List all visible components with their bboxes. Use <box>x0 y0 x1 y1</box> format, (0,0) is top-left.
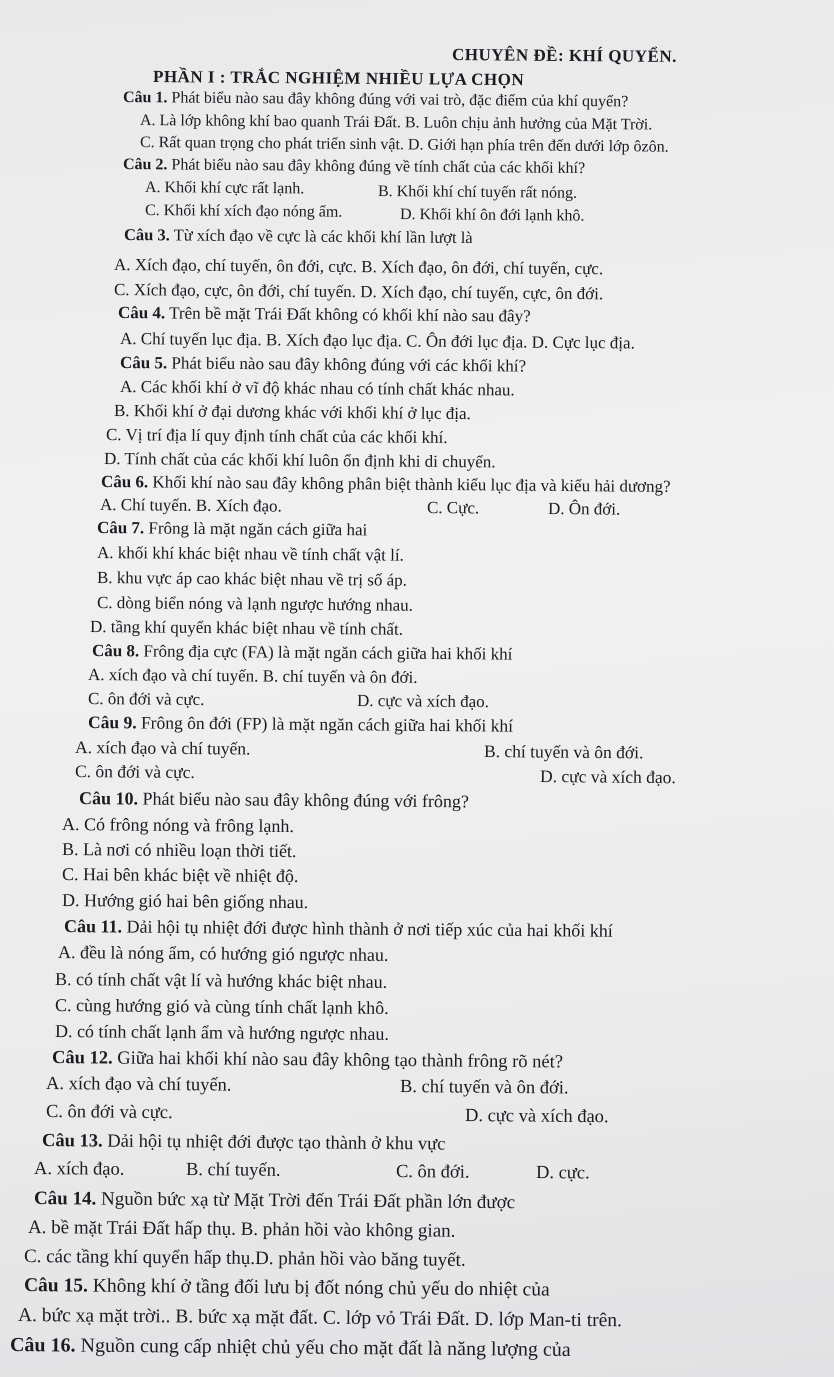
question-1 <box>123 90 628 110</box>
option-line: A. Là lớp không khí bao quanh Trái Đất. B. Luôn chịu ảnh hưởng của Mặt Trời. <box>139 112 653 134</box>
option-d: D. Ôn đới. <box>547 499 621 519</box>
question-number: Câu 4. <box>117 303 166 323</box>
question-6 <box>101 473 671 495</box>
part-heading: PHẦN I : TRẮC NGHIỆM NHIỀU LỰA CHỌN <box>152 67 525 90</box>
option-line: C. Rất quan trọng cho phát triển sinh vật. D. Giới hạn phía trên đến dưới lớp ôzôn. <box>139 134 669 156</box>
option-c: C. ôn đới và cực. <box>45 1102 173 1124</box>
option-line: B. khu vực áp cao khác biệt nhau về trị số áp. <box>96 568 408 590</box>
option-d: D. cực. <box>535 1163 590 1184</box>
option-line: C. cùng hướng gió và cùng tính chất lạnh khô. <box>54 995 389 1018</box>
question-number: Câu 9. <box>87 712 137 733</box>
option-c: C. ôn đới và cực. <box>87 689 205 710</box>
option-d: D. cực và xích đạo. <box>464 1106 609 1128</box>
question-4 <box>118 304 531 325</box>
question-number: Câu 6. <box>100 472 149 492</box>
option-line: C. Hai bên khác biệt về nhiệt độ. <box>61 864 299 887</box>
option-line: A. bề mặt Trái Đất hấp thụ. B. phản hồi vào không gian. <box>27 1217 456 1242</box>
question-number: Câu 8. <box>91 641 140 661</box>
question-9 <box>88 714 513 735</box>
option-b: B. chí tuyến. <box>185 1160 281 1181</box>
question-text: Nguồn cung cấp nhiệt chủ yếu cho mặt đất là năng lượng của <box>75 1334 571 1361</box>
question-number: Câu 13. <box>41 1131 103 1152</box>
option-line: D. tầng khí quyển khác biệt nhau về tính chất. <box>89 617 404 639</box>
option-c: C. ôn đới. <box>395 1162 470 1183</box>
question-text: Frông ôn đới (FP) là mặt ngăn cách giữa hai khối khí <box>136 712 514 736</box>
question-text: Phát biểu nào sau đây không đúng về tính chất của các khối khí? <box>167 156 586 178</box>
question-text: Không khí ở tầng đối lưu bị đốt nóng chủ yếu do nhiệt của <box>87 1275 550 1301</box>
question-text: Khối khí nào sau đây không phân biệt thành kiểu lục địa và kiểu hải dương? <box>148 472 671 496</box>
topic-title: CHUYÊN ĐỀ: KHÍ QUYỂN. <box>451 45 677 66</box>
option-c: C. ôn đới và cực. <box>74 761 195 783</box>
option-line: C. Vị trí địa lí quy định tính chất của các khối khí. <box>105 425 448 447</box>
question-text: Dải hội tụ nhiệt đới được hình thành ở nơi tiếp xúc của hai khối khí <box>121 916 613 941</box>
option-b: B. chí tuyến và ôn đới. <box>399 1077 569 1099</box>
question-text: Frông là mặt ngăn cách giữa hai <box>144 518 368 540</box>
option-line: A. Các khối khí ở vĩ độ khác nhau có tính chất khác nhau. <box>119 377 515 400</box>
option-line: A. Xích đạo, chí tuyến, ôn đới, cực. B. Xích đạo, ôn đới, chí tuyến, cực. <box>113 255 604 279</box>
option-line: A. xích đạo và chí tuyến. B. chí tuyến và ôn đới. <box>87 665 418 687</box>
question-text: Nguồn bức xạ từ Mặt Trời đến Trái Đất phần lớn được <box>96 1188 516 1214</box>
option-d: D. cực và xích đạo. <box>356 691 490 712</box>
question-number: Câu 5. <box>119 353 168 373</box>
option-d: D. cực và xích đạo. <box>539 766 676 788</box>
question-text: Phát biểu nào sau đây không đúng với vai trò, đặc điểm của khí quyển? <box>167 89 629 111</box>
option-line: B. có tính chất vật lí và hướng khác biệt nhau. <box>54 969 388 992</box>
option-a: A. xích đạo và chí tuyến. <box>74 737 251 759</box>
question-12 <box>52 1049 563 1072</box>
option-line: B. Khối khí ở đại dương khác với khối khí ở lục địa. <box>113 401 471 424</box>
question-16 <box>10 1335 571 1360</box>
option-line: A. Có frông nóng và frông lạnh. <box>61 814 295 837</box>
question-number: Câu 1. <box>122 89 168 107</box>
question-8 <box>92 642 512 663</box>
question-text: Dải hội tụ nhiệt đới được tạo thành ở khu vực <box>102 1131 446 1155</box>
question-number: Câu 2. <box>122 156 168 174</box>
question-number: Câu 15. <box>23 1275 89 1297</box>
question-5 <box>120 354 526 375</box>
option-c: C. Cực. <box>426 498 480 518</box>
option-line: A. khối khí khác biệt nhau về tính chất vật lí. <box>96 543 404 565</box>
option-a: A. xích đạo. <box>33 1159 125 1180</box>
question-2 <box>123 157 585 177</box>
question-text: Trên bề mặt Trái Đất không có khối khí nào sau đây? <box>165 303 531 326</box>
question-11 <box>64 917 613 940</box>
question-text: Từ xích đạo về cực là các khối khí lần lượt là <box>169 225 473 248</box>
question-14 <box>34 1189 515 1212</box>
option-line: A. bức xạ mặt trời.. B. bức xạ mặt đất. C. lớp vỏ Trái Đất. D. lớp Man-ti trên. <box>17 1305 623 1332</box>
question-text: Phát biểu nào sau đây không đúng với frông? <box>137 788 470 812</box>
question-7 <box>97 519 367 538</box>
question-3 <box>124 227 473 247</box>
question-number: Câu 12. <box>51 1048 113 1069</box>
question-15 <box>24 1276 550 1300</box>
option-line: B. Là nơi có nhiều loạn thời tiết. <box>61 839 297 862</box>
option-line: A. Chí tuyến lục địa. B. Xích đạo lục địa. C. Ôn đới lục địa. D. Cực lục địa. <box>119 329 635 353</box>
option-line: A. đều là nóng ẩm, có hướng gió ngược nhau. <box>57 942 389 965</box>
option-line: D. Hướng gió hai bên giống nhau. <box>61 890 309 913</box>
question-text: Frông địa cực (FA) là mặt ngăn cách giữa hai khối khí <box>139 641 513 664</box>
option-line: C. các tầng khí quyển hấp thụ.D. phản hồi vào băng tuyết. <box>23 1246 466 1271</box>
option-line: D. có tính chất lạnh ẩm và hướng ngược nhau. <box>54 1021 390 1044</box>
question-number: Câu 7. <box>96 518 145 538</box>
question-number: Câu 16. <box>9 1334 76 1357</box>
question-text: Phát biểu nào sau đây không đúng với các khối khí? <box>167 353 527 376</box>
question-number: Câu 10. <box>78 788 139 809</box>
question-10 <box>79 789 469 810</box>
question-13 <box>42 1132 446 1154</box>
option-ab: A. Chí tuyến. B. Xích đạo. <box>99 495 282 516</box>
option-d: D. Khối khí ôn đới lạnh khô. <box>399 206 585 225</box>
option-line: C. Xích đạo, cực, ôn đới, chí tuyến. D. Xích đạo, chí tuyến, cực, ôn đới. <box>113 280 604 304</box>
option-line: D. Tính chất của các khối khí luôn ổn định khi di chuyển. <box>103 449 496 472</box>
option-b: B. Khối khí chí tuyến rất nóng. <box>377 183 578 202</box>
question-number: Câu 11. <box>63 916 123 937</box>
option-c: C. Khối khí xích đạo nóng ẩm. <box>144 202 343 221</box>
question-text: Giữa hai khối khí nào sau đây không tạo thành frông rõ nét? <box>112 1048 564 1073</box>
question-number: Câu 14. <box>33 1188 97 1210</box>
option-b: B. chí tuyến và ôn đới. <box>483 741 644 763</box>
option-a: A. Khối khí cực rất lạnh. <box>144 179 305 198</box>
option-line: C. dòng biển nóng và lạnh ngược hướng nhau. <box>96 593 413 615</box>
option-a: A. xích đạo và chí tuyến. <box>45 1074 232 1096</box>
question-number: Câu 3. <box>123 225 170 245</box>
